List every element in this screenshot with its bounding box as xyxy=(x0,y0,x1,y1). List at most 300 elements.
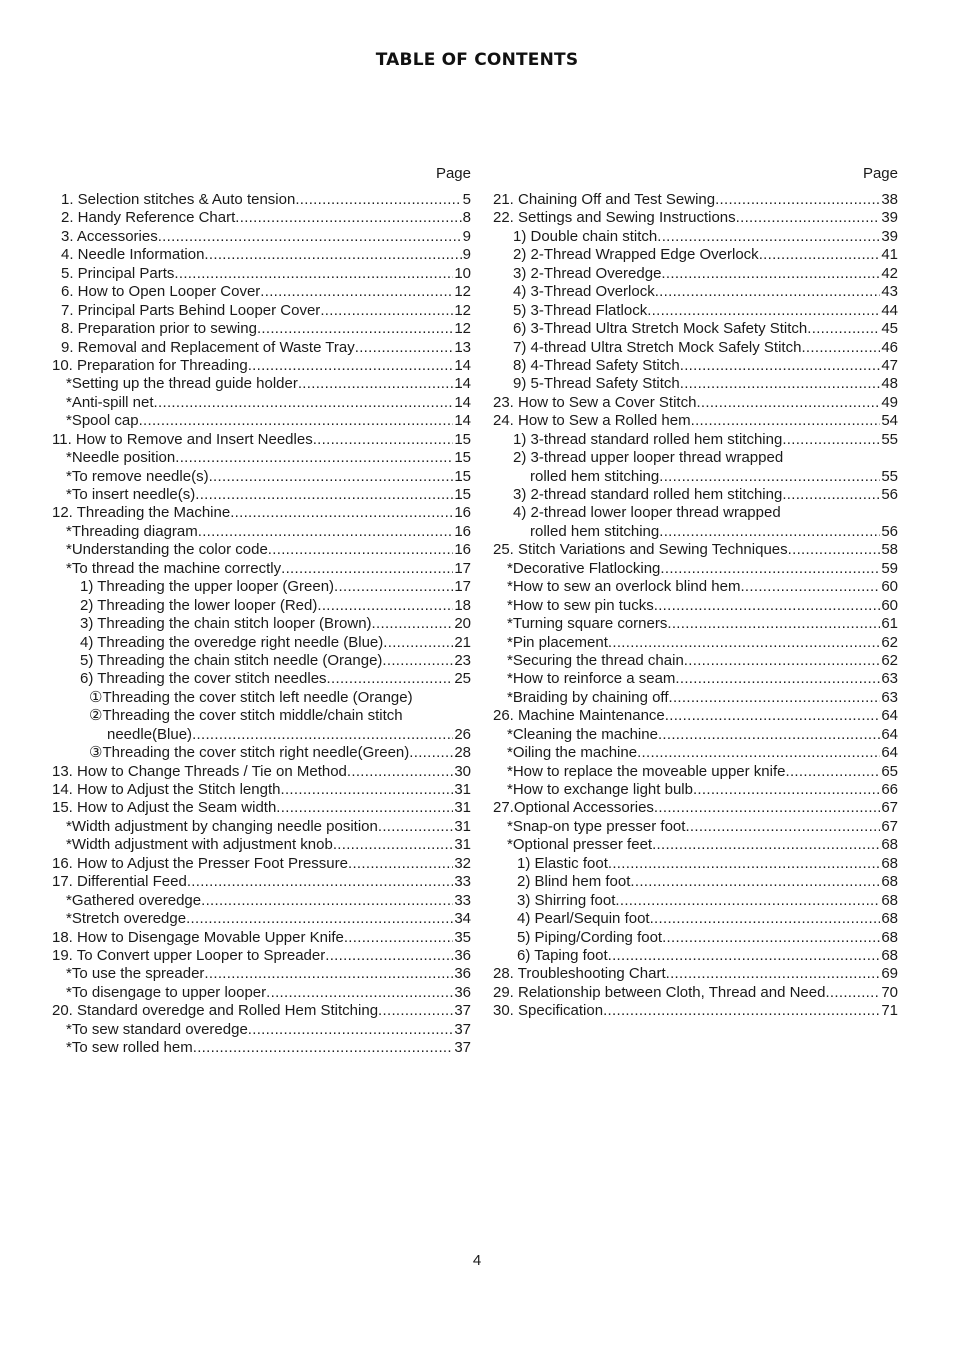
toc-dot-leader xyxy=(281,560,453,578)
toc-dot-leader xyxy=(693,781,880,799)
toc-entry xyxy=(493,357,898,375)
toc-dot-leader xyxy=(192,726,453,744)
toc-entry-page: 63 xyxy=(881,670,898,688)
toc-entry xyxy=(493,652,898,670)
toc-dot-leader xyxy=(174,265,453,283)
toc-entry-title: *Oiling the machine xyxy=(507,744,638,762)
toc-entry-page: 5 xyxy=(462,191,471,208)
toc-entry-page: 67 xyxy=(881,817,898,835)
toc-entry-page: 68 xyxy=(881,891,898,909)
toc-entry-page: 25 xyxy=(454,670,471,688)
toc-entry-page: 43 xyxy=(881,283,898,301)
toc-entry-title: 14. How to Adjust the Stitch length xyxy=(52,781,281,798)
toc-dot-leader xyxy=(276,799,453,817)
toc-entry xyxy=(52,449,471,467)
toc-entry-page: 21 xyxy=(454,633,471,651)
toc-dot-leader xyxy=(655,283,881,301)
toc-entry-title: 5) Piping/Cording foot xyxy=(517,928,663,946)
toc-entry xyxy=(52,283,471,301)
toc-entry xyxy=(493,486,898,504)
page-column-header: Page xyxy=(862,165,898,182)
toc-entry-page: 68 xyxy=(881,854,898,872)
toc-dot-leader xyxy=(659,468,880,486)
toc-entry xyxy=(493,726,898,744)
toc-entry-title: 22. Settings and Sewing Instructions xyxy=(493,209,736,227)
toc-dot-leader xyxy=(608,855,880,873)
toc-entry-title: 6) Threading the cover stitch needles xyxy=(80,670,327,688)
toc-entry xyxy=(493,744,898,762)
toc-entry-title: 5) 3-Thread Flatlock xyxy=(513,301,648,319)
toc-entry-page: 60 xyxy=(881,596,898,614)
toc-entry-title: *To insert needle(s) xyxy=(66,486,196,503)
toc-dot-leader xyxy=(658,726,880,744)
toc-entry-page: 60 xyxy=(881,578,898,596)
toc-dot-leader xyxy=(603,1002,880,1020)
toc-entry-page: 58 xyxy=(881,541,898,559)
toc-entry-title: 1) Double chain stitch xyxy=(513,227,658,245)
toc-dot-leader xyxy=(736,209,881,227)
toc-dot-leader xyxy=(666,965,881,983)
toc-entry-page: 12 xyxy=(454,283,471,301)
toc-entry xyxy=(52,689,471,707)
toc-entry-title: 16. How to Adjust the Presser Foot Pressure xyxy=(52,854,348,872)
toc-entry xyxy=(52,486,471,504)
toc-entry xyxy=(52,265,471,283)
toc-entry xyxy=(493,191,898,209)
toc-dot-leader xyxy=(348,855,453,873)
toc-entry-page: 16 xyxy=(454,522,471,540)
toc-entry xyxy=(52,744,471,762)
toc-entry-page: 36 xyxy=(454,965,471,983)
toc-entry-page: 33 xyxy=(454,891,471,909)
toc-entry-title: *To sew standard overedge xyxy=(66,1020,248,1038)
toc-entry-page: 39 xyxy=(881,209,898,227)
toc-entry-title: *How to replace the moveable upper knife xyxy=(507,762,786,780)
toc-entry xyxy=(52,634,471,652)
toc-entry-title: 10. Preparation for Threading xyxy=(52,356,248,374)
toc-dot-leader xyxy=(657,228,880,246)
toc-dot-leader xyxy=(378,1002,453,1020)
toc-entry-page: 13 xyxy=(454,338,471,356)
toc-entry-title: 4) 2-thread lower looper thread wrapped xyxy=(513,504,781,522)
toc-dot-leader xyxy=(650,910,881,928)
toc-entry-title: *To remove needle(s) xyxy=(66,467,209,485)
toc-entry-page: 31 xyxy=(454,817,471,835)
toc-entry-title: 3) Threading the chain stitch looper (Brown) xyxy=(80,615,372,633)
toc-entry-page: 9 xyxy=(462,246,471,264)
toc-entry-page: 68 xyxy=(881,910,898,928)
toc-dot-leader xyxy=(801,339,880,357)
toc-dot-leader xyxy=(320,302,453,320)
toc-dot-leader xyxy=(344,929,453,947)
toc-entry-title: *How to reinforce a seam xyxy=(507,670,676,688)
toc-entry xyxy=(493,375,898,393)
toc-entry-title: *Decorative Flatlocking xyxy=(507,559,661,577)
toc-dot-leader xyxy=(209,468,454,486)
toc-entry-page: 9 xyxy=(462,227,471,245)
toc-dot-leader xyxy=(230,504,453,522)
toc-dot-leader xyxy=(740,578,880,596)
toc-dot-leader xyxy=(355,339,454,357)
toc-entry xyxy=(52,799,471,817)
toc-dot-leader xyxy=(298,375,453,393)
toc-dot-leader xyxy=(186,910,453,928)
toc-entry-page: 32 xyxy=(454,854,471,872)
toc-entry-title: *Understanding the color code xyxy=(66,541,268,559)
toc-dot-leader xyxy=(667,615,880,633)
toc-entry-page: 62 xyxy=(881,651,898,669)
toc-entry-page: 62 xyxy=(881,633,898,651)
toc-entry-page: 54 xyxy=(881,412,898,430)
toc-dot-leader xyxy=(382,652,453,670)
toc-entry-title: ②Threading the cover stitch middle/chain stitch xyxy=(89,707,403,725)
toc-dot-leader xyxy=(652,836,880,854)
toc-entry-page: 65 xyxy=(881,762,898,780)
toc-entry-title: *Securing the thread chain xyxy=(507,651,684,669)
toc-entry-title: 19. To Convert upper Looper to Spreader xyxy=(52,946,326,964)
toc-entry xyxy=(52,910,471,928)
toc-entry xyxy=(493,228,898,246)
toc-entry-page: 47 xyxy=(881,356,898,374)
toc-entry-title: 6. How to Open Looper Cover xyxy=(61,283,261,301)
toc-dot-leader xyxy=(158,228,462,246)
toc-entry xyxy=(52,763,471,781)
toc-entry-page: 37 xyxy=(454,1002,471,1020)
toc-dot-leader xyxy=(409,744,453,762)
toc-entry xyxy=(493,560,898,578)
toc-dot-leader xyxy=(782,486,880,504)
toc-entry xyxy=(52,246,471,264)
toc-entry xyxy=(493,965,898,983)
toc-entry-title: 21. Chaining Off and Test Sewing xyxy=(493,191,716,208)
toc-entry-page: 67 xyxy=(881,799,898,817)
toc-entry xyxy=(493,873,898,891)
toc-entry-title: 29. Relationship between Cloth, Thread and Need xyxy=(493,983,826,1001)
toc-entry-title: *Needle position xyxy=(66,449,176,467)
toc-entry-page: 45 xyxy=(881,320,898,338)
toc-entry-page: 66 xyxy=(881,781,898,798)
toc-entry-title: 4) Pearl/Sequin foot xyxy=(517,910,650,928)
toc-entry xyxy=(52,670,471,688)
toc-entry xyxy=(52,560,471,578)
toc-entry-title: 12. Threading the Machine xyxy=(52,504,231,522)
toc-entry-title: *To disengage to upper looper xyxy=(66,983,267,1001)
toc-dot-leader xyxy=(615,892,880,910)
toc-entry-page: 26 xyxy=(454,725,471,743)
toc-entry-title: *Braiding by chaining off xyxy=(507,688,669,706)
toc-entry xyxy=(52,191,471,209)
toc-entry-page: 23 xyxy=(454,651,471,669)
toc-dot-leader xyxy=(235,209,461,227)
toc-entry-title: *Stretch overedge xyxy=(66,910,187,928)
toc-entry xyxy=(52,228,471,246)
toc-entry xyxy=(493,855,898,873)
toc-dot-leader xyxy=(608,634,880,652)
toc-entry-title: 3) Shirring foot xyxy=(517,891,616,909)
toc-entry-title: 15. How to Adjust the Seam width xyxy=(52,799,277,817)
toc-dot-leader xyxy=(325,947,453,965)
toc-dot-leader xyxy=(372,615,454,633)
toc-entry-title: *To sew rolled hem xyxy=(66,1039,193,1057)
toc-entry-page: 14 xyxy=(454,375,471,393)
toc-entry-page: 31 xyxy=(454,781,471,798)
toc-entry xyxy=(52,892,471,910)
toc-entry-title: 27.Optional Accessories xyxy=(493,799,654,817)
toc-entry-page: 31 xyxy=(454,799,471,817)
toc-entry-page: 64 xyxy=(881,707,898,725)
toc-dot-leader xyxy=(201,892,453,910)
toc-entry-title: *To use the spreader xyxy=(66,965,205,983)
toc-entry-page: 68 xyxy=(881,836,898,854)
toc-entry-title: ①Threading the cover stitch left needle (Orange) xyxy=(89,688,413,706)
toc-entry-title: 5) Threading the chain stitch needle (Orange) xyxy=(80,651,383,669)
toc-entry xyxy=(493,449,898,467)
toc-entry-page: 56 xyxy=(881,522,898,540)
toc-entry-title: 26. Machine Maintenance xyxy=(493,707,665,725)
toc-entry xyxy=(493,818,898,836)
toc-dot-leader xyxy=(187,873,454,891)
toc-entry-title: *Setting up the thread guide holder xyxy=(66,375,298,393)
toc-entry xyxy=(493,689,898,707)
toc-dot-leader xyxy=(334,578,453,596)
toc-dot-leader xyxy=(175,449,453,467)
toc-entry-title: rolled hem stitching xyxy=(530,522,660,540)
toc-entry-page: 38 xyxy=(881,191,898,208)
toc-entry-page: 28 xyxy=(454,744,471,762)
toc-entry-title: *How to sew pin tucks xyxy=(507,596,654,614)
toc-entry-page: 42 xyxy=(881,264,898,282)
toc-entry xyxy=(493,781,898,799)
toc-dot-leader xyxy=(685,818,880,836)
toc-dot-leader xyxy=(662,929,880,947)
toc-entry xyxy=(52,504,471,522)
toc-entry-title: *Turning square corners xyxy=(507,615,668,633)
toc-entry-page: 10 xyxy=(454,264,471,282)
toc-entry xyxy=(52,339,471,357)
toc-entry xyxy=(493,320,898,338)
toc-entry-page: 64 xyxy=(881,744,898,762)
toc-entry xyxy=(493,394,898,412)
toc-entry-title: 7. Principal Parts Behind Looper Cover xyxy=(61,301,321,319)
toc-dot-leader xyxy=(139,412,454,430)
toc-entry xyxy=(493,670,898,688)
toc-entry-title: 6) 3-Thread Ultra Stretch Mock Safety Stitch xyxy=(513,320,808,338)
toc-entry xyxy=(52,523,471,541)
toc-entry-title: *Snap-on type presser foot xyxy=(507,817,686,835)
toc-entry xyxy=(493,265,898,283)
toc-entry-page: 63 xyxy=(881,688,898,706)
toc-entry xyxy=(493,799,898,817)
toc-entry-page: 16 xyxy=(454,541,471,559)
toc-dot-leader xyxy=(204,965,453,983)
toc-entry xyxy=(52,412,471,430)
toc-entry-page: 18 xyxy=(454,596,471,614)
toc-entry-page: 15 xyxy=(454,486,471,503)
toc-entry-page: 46 xyxy=(881,338,898,356)
toc-dot-leader xyxy=(204,246,461,264)
toc-entry xyxy=(52,597,471,615)
toc-entry-title: 23. How to Sew a Cover Stitch xyxy=(493,393,697,411)
toc-entry xyxy=(52,1021,471,1039)
toc-dot-leader xyxy=(327,670,454,688)
toc-dot-leader xyxy=(654,597,881,615)
toc-entry-title: 9) 5-Thread Safety Stitch xyxy=(513,375,680,393)
toc-dot-leader xyxy=(647,302,880,320)
toc-entry xyxy=(52,818,471,836)
toc-dot-leader xyxy=(759,246,881,264)
toc-entry xyxy=(493,929,898,947)
toc-dot-leader xyxy=(691,412,881,430)
toc-entry xyxy=(493,634,898,652)
toc-entry xyxy=(52,431,471,449)
toc-entry-page: 39 xyxy=(881,227,898,245)
toc-entry-page: 17 xyxy=(454,559,471,577)
toc-dot-leader xyxy=(268,541,454,559)
toc-entry-title: 13. How to Change Threads / Tie on Method xyxy=(52,762,347,780)
toc-entry-title: *How to sew an overlock blind hem xyxy=(507,578,741,596)
toc-dot-leader xyxy=(637,744,880,762)
toc-entry-title: 2) 2-Thread Wrapped Edge Overlock xyxy=(513,246,759,264)
toc-entry xyxy=(52,302,471,320)
toc-entry xyxy=(52,873,471,891)
toc-entry xyxy=(52,726,471,744)
toc-dot-leader xyxy=(266,984,453,1002)
toc-entry xyxy=(493,541,898,559)
toc-dot-leader xyxy=(696,394,880,412)
toc-entry-title: *Gathered overedge xyxy=(66,891,202,909)
toc-right-column xyxy=(493,164,898,1021)
toc-dot-leader xyxy=(257,320,453,338)
toc-entry xyxy=(493,468,898,486)
toc-dot-leader xyxy=(669,689,881,707)
toc-entry-page: 15 xyxy=(454,430,471,448)
toc-entry-title: 2) Blind hem foot xyxy=(517,873,631,891)
toc-entry-page: 68 xyxy=(881,928,898,946)
toc-entry-page: 30 xyxy=(454,762,471,780)
toc-dot-leader xyxy=(660,560,880,578)
toc-dot-leader xyxy=(260,283,453,301)
toc-dot-leader xyxy=(295,191,461,209)
toc-entry xyxy=(493,302,898,320)
toc-entry xyxy=(52,375,471,393)
toc-entry-title: 2. Handy Reference Chart xyxy=(61,209,236,227)
toc-entry-title: 4. Needle Information xyxy=(61,246,205,264)
toc-entry xyxy=(52,615,471,633)
toc-entry xyxy=(493,984,898,1002)
toc-entry-page: 69 xyxy=(881,965,898,983)
toc-entry-title: 18. How to Disengage Movable Upper Knife xyxy=(52,928,344,946)
toc-entry-title: 9. Removal and Replacement of Waste Tray xyxy=(61,338,355,356)
toc-entry-page: 14 xyxy=(454,412,471,430)
toc-dot-leader xyxy=(198,523,454,541)
toc-dot-leader xyxy=(378,818,453,836)
toc-entry-page: 41 xyxy=(881,246,898,264)
toc-left-column xyxy=(52,164,471,1058)
toc-entry-page: 37 xyxy=(454,1020,471,1038)
toc-entry-page: 17 xyxy=(454,578,471,596)
toc-entry-title: 3. Accessories xyxy=(61,227,158,245)
toc-entry-page: 14 xyxy=(454,393,471,411)
toc-entry xyxy=(52,652,471,670)
toc-dot-leader xyxy=(248,357,454,375)
toc-entry xyxy=(52,836,471,854)
toc-entry-page: 68 xyxy=(881,873,898,891)
toc-entry xyxy=(52,947,471,965)
toc-entry-page: 37 xyxy=(454,1039,471,1057)
toc-entry-title: 4) 3-Thread Overlock xyxy=(513,283,655,301)
toc-entry-page: 12 xyxy=(454,301,471,319)
toc-dot-leader xyxy=(608,947,881,965)
toc-entry-title: *Width adjustment by changing needle position xyxy=(66,817,378,835)
toc-entry-title: *Optional presser feet xyxy=(507,836,653,854)
toc-entry-title: 4) Threading the overedge right needle (Blue) xyxy=(80,633,384,651)
toc-entry-title: 8) 4-Thread Safety Stitch xyxy=(513,356,680,374)
toc-entry xyxy=(52,578,471,596)
toc-entry xyxy=(52,781,471,799)
toc-entry xyxy=(493,246,898,264)
toc-entry-page: 33 xyxy=(454,873,471,891)
toc-entry-page: 31 xyxy=(454,836,471,854)
toc-entry-title: 17. Differential Feed xyxy=(52,873,187,891)
page-column-header: Page xyxy=(435,165,471,182)
toc-dot-leader xyxy=(659,523,880,541)
toc-entry xyxy=(493,707,898,725)
toc-entry xyxy=(493,412,898,430)
toc-entry xyxy=(52,320,471,338)
toc-entry xyxy=(52,984,471,1002)
toc-dot-leader xyxy=(715,191,880,209)
toc-dot-leader xyxy=(788,541,881,559)
toc-entry-page: 8 xyxy=(462,209,471,227)
toc-dot-leader xyxy=(825,984,880,1002)
toc-right-list xyxy=(493,191,898,1021)
toc-dot-leader xyxy=(684,652,881,670)
toc-entry xyxy=(493,339,898,357)
toc-entry-page: 15 xyxy=(454,449,471,467)
toc-entry-title: *Width adjustment with adjustment knob xyxy=(66,836,333,854)
toc-entry-title: 3) 2-thread standard rolled hem stitching xyxy=(513,486,783,503)
toc-entry-title: 1) 3-thread standard rolled hem stitching xyxy=(513,430,783,448)
toc-entry xyxy=(493,578,898,596)
toc-entry-page: 71 xyxy=(881,1002,898,1020)
toc-entry-title: 11. How to Remove and Insert Needles xyxy=(52,430,313,448)
toc-entry-title: 28. Troubleshooting Chart xyxy=(493,965,666,983)
toc-entry xyxy=(493,910,898,928)
toc-entry-title: 1) Threading the upper looper (Green) xyxy=(80,578,335,596)
toc-entry xyxy=(52,707,471,725)
toc-entry xyxy=(52,965,471,983)
toc-entry-title: 20. Standard overedge and Rolled Hem Stitching xyxy=(52,1002,379,1020)
toc-entry xyxy=(52,1039,471,1057)
toc-entry-title: *How to exchange light bulb xyxy=(507,781,693,798)
toc-entry-page: 55 xyxy=(881,430,898,448)
toc-dot-leader xyxy=(680,375,881,393)
toc-entry-title: 5. Principal Parts xyxy=(61,264,175,282)
toc-entry xyxy=(52,394,471,412)
toc-entry-page: 68 xyxy=(881,946,898,964)
toc-entry-title: 1. Selection stitches & Auto tension xyxy=(61,191,296,208)
toc-entry xyxy=(52,1002,471,1020)
toc-entry xyxy=(493,947,898,965)
toc-entry-page: 12 xyxy=(454,320,471,338)
toc-entry xyxy=(493,431,898,449)
toc-dot-leader xyxy=(680,357,881,375)
toc-entry-title: *Cleaning the machine xyxy=(507,725,658,743)
toc-entry-page: 16 xyxy=(454,504,471,522)
toc-entry-title: 30. Specification xyxy=(493,1002,604,1020)
toc-dot-leader xyxy=(317,597,453,615)
toc-dot-leader xyxy=(347,763,453,781)
